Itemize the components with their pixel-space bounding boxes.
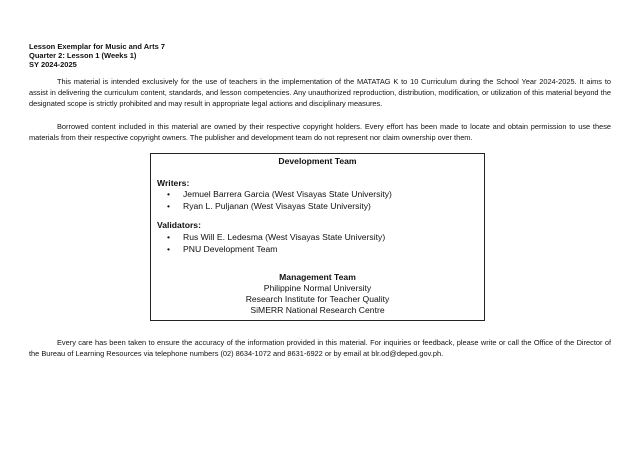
list-item bbox=[167, 200, 392, 212]
writer-name: Ryan L. Puljanan (West Visayas State University) bbox=[183, 201, 371, 211]
list-item bbox=[167, 188, 392, 200]
quarter-lesson: Quarter 2: Lesson 1 (Weeks 1) bbox=[29, 51, 137, 60]
borrowed-content-paragraph: Borrowed content included in this material are owned by their respective copyright holders. Every effort has been made to locate and obtain permission to use these materials from their respective copyright owners. The publisher and development team do not represent nor claim ownership over them. bbox=[29, 122, 611, 142]
management-team bbox=[151, 272, 484, 316]
management-line: SiMERR National Research Centre bbox=[250, 305, 385, 315]
bullet-icon: • bbox=[167, 189, 171, 199]
writers-label: Writers: bbox=[157, 178, 190, 188]
bullet-icon: • bbox=[167, 232, 171, 242]
management-line: Research Institute for Teacher Quality bbox=[245, 294, 390, 304]
list-item bbox=[167, 231, 385, 243]
validator-name: Rus Will E. Ledesma (West Visayas State University) bbox=[183, 232, 386, 242]
accuracy-notice-paragraph: Every care has been taken to ensure the accuracy of the information provided in this material. For inquiries or feedback, please write or call the Office of the Director of the Bureau of Learning Resources via telephone numbers (02) 8634-1072 and 8631-6922 or by email at blr.od@deped.gov.ph. bbox=[29, 338, 611, 358]
development-team-title: Development Team bbox=[278, 156, 357, 166]
management-line: Philippine Normal University bbox=[263, 283, 372, 293]
document-title: Lesson Exemplar for Music and Arts 7 bbox=[29, 42, 166, 51]
validator-name: PNU Development Team bbox=[183, 244, 278, 254]
management-team-title: Management Team bbox=[279, 272, 356, 282]
development-team-box bbox=[150, 153, 485, 321]
bullet-icon: • bbox=[167, 244, 171, 254]
validators-label: Validators: bbox=[157, 220, 201, 230]
writers-list bbox=[167, 188, 392, 212]
school-year: SY 2024-2025 bbox=[29, 60, 77, 69]
document-header bbox=[29, 42, 165, 69]
bullet-icon: • bbox=[167, 201, 171, 211]
validators-list bbox=[167, 231, 385, 255]
list-item bbox=[167, 243, 385, 255]
writer-name: Jemuel Barrera Garcia (West Visayas State University) bbox=[183, 189, 392, 199]
intended-use-paragraph: This material is intended exclusively for the use of teachers in the implementation of the MATATAG K to 10 Curriculum during the School Year 2024-2025. It aims to assist in delivering the curriculum content, standards, and lesson competencies. Any unauthorized reproduction, distribution, modification, or utilization of this material beyond the designated scope is strictly prohibited and may result in appropriate legal actions and disciplinary measures. bbox=[29, 77, 611, 108]
